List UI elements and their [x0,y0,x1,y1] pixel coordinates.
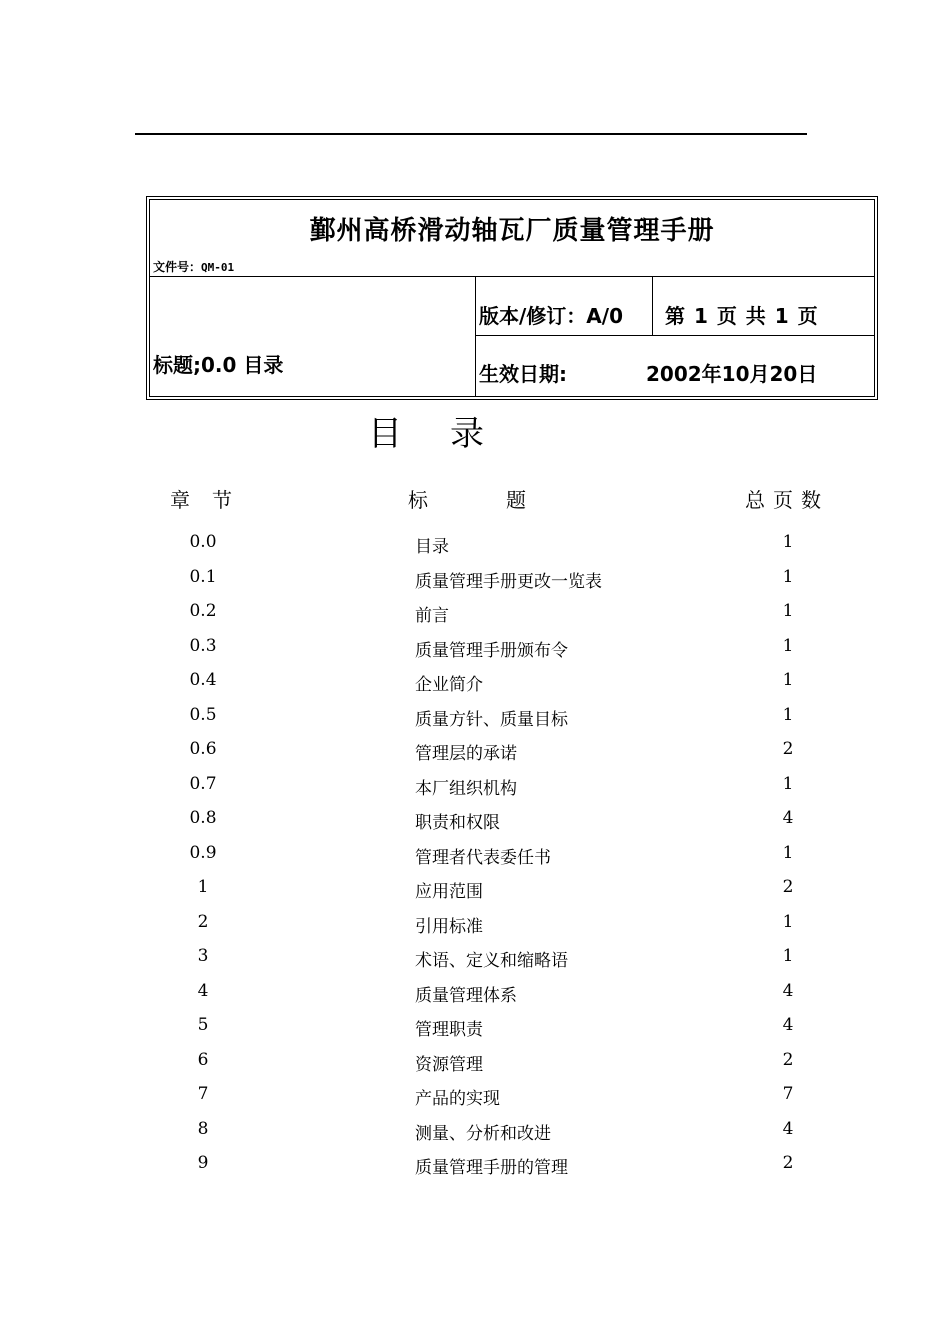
chapter-number: 0.7 [189,773,217,794]
chapter-page-count: 4 [782,980,794,1001]
chapter-title: 引用标准 [415,916,483,937]
chapter-number: 7 [197,1084,209,1104]
chapter-page-count: 4 [782,1118,794,1139]
chapter-title: 质量方针、质量目标 [415,709,568,730]
column-header-title: 标题 [408,488,604,512]
chapter-number: 0.2 [189,601,217,621]
effective-date-value: 2002年10月20日 [646,362,818,386]
chapter-number: 3 [197,946,209,966]
page-info: 第 1 页 共 1 页 [665,304,818,328]
chapter-number: 0.3 [189,635,217,656]
chapter-title: 目录 [415,537,449,557]
chapter-number: 2 [197,911,209,932]
toc-row [0,871,950,906]
chapter-page-count: 2 [782,739,794,759]
chapter-page-count: 1 [782,635,794,656]
chapter-title: 资源管理 [415,1054,483,1075]
top-rule [135,133,807,135]
manual-title: 鄞州高桥滑动轴瓦厂质量管理手册 [309,216,715,246]
chapter-title: 管理层的承诺 [415,744,517,764]
chapter-number: 0.6 [189,739,217,759]
toc-row [0,802,950,837]
toc-row [0,561,950,596]
chapter-page-count: 4 [782,1015,794,1035]
chapter-page-count: 1 [782,704,794,725]
toc-list [0,526,950,1182]
chapter-number: 0.0 [189,532,217,552]
chapter-title: 测量、分析和改进 [415,1123,551,1144]
chapter-title: 产品的实现 [415,1089,500,1109]
toc-row [0,975,950,1010]
chapter-number: 5 [197,1015,209,1035]
chapter-page-count: 2 [782,1049,794,1070]
chapter-page-count: 1 [782,670,794,690]
chapter-title: 质量管理手册颁布令 [415,640,568,661]
effective-date-cell [476,336,874,396]
chapter-page-count: 2 [782,1153,794,1173]
chapter-title: 术语、定义和缩略语 [415,951,568,971]
file-number [153,258,234,275]
chapter-number: 0.5 [189,704,217,725]
chapter-title: 质量管理体系 [415,985,517,1006]
chapter-number: 0.1 [189,566,217,587]
chapter-number: 6 [197,1049,209,1070]
chapter-title: 应用范围 [415,882,483,902]
chapter-title: 质量管理手册更改一览表 [415,571,602,592]
chapter-page-count: 1 [782,911,794,932]
chapter-title: 企业简介 [415,675,483,695]
document-header [146,196,878,400]
version-cell [476,276,653,336]
toc-row [0,768,950,803]
chapter-title: 本厂组织机构 [415,778,517,799]
toc-row [0,1147,950,1182]
version-revision: 版本/修订：A/0 [479,304,624,328]
toc-heading: 目录 [368,414,532,454]
toc-row [0,906,950,941]
chapter-title: 职责和权限 [415,813,500,833]
subject-cell [150,276,476,396]
chapter-title: 管理职责 [415,1020,483,1040]
chapter-title: 管理者代表委任书 [415,847,551,868]
column-header-pages: 总页数 [745,488,829,512]
chapter-title: 前言 [415,606,449,626]
effective-date-label: 生效日期: [479,362,567,386]
toc-row [0,1044,950,1079]
toc-row [0,940,950,975]
chapter-number: 4 [197,980,209,1001]
chapter-page-count: 4 [782,808,794,828]
column-header-chapter: 章节 [170,488,254,512]
chapter-page-count: 1 [782,773,794,794]
toc-row [0,1113,950,1148]
toc-row [0,526,950,561]
header-title-row [150,200,874,277]
toc-row [0,630,950,665]
chapter-page-count: 1 [782,946,794,966]
toc-row [0,733,950,768]
chapter-page-count: 1 [782,842,794,863]
chapter-number: 9 [197,1153,209,1173]
toc-row [0,595,950,630]
file-number-value: QM-01 [201,261,235,274]
toc-row [0,699,950,734]
document-header-inner [149,199,875,397]
chapter-page-count: 7 [782,1084,794,1104]
chapter-page-count: 1 [782,601,794,621]
chapter-number: 0.9 [189,842,217,863]
chapter-number: 1 [197,877,209,897]
toc-row [0,1078,950,1113]
chapter-page-count: 2 [782,877,794,897]
chapter-page-count: 1 [782,532,794,552]
toc-row [0,664,950,699]
page-info-cell [653,276,874,336]
chapter-title: 质量管理手册的管理 [415,1158,568,1178]
chapter-number: 0.4 [189,670,217,690]
file-number-label: 文件号： [153,260,202,274]
chapter-number: 0.8 [189,808,217,828]
toc-row [0,837,950,872]
chapter-number: 8 [197,1118,209,1139]
document-subject: 标题;0.0 目录 [153,353,284,377]
chapter-page-count: 1 [782,566,794,587]
toc-row [0,1009,950,1044]
